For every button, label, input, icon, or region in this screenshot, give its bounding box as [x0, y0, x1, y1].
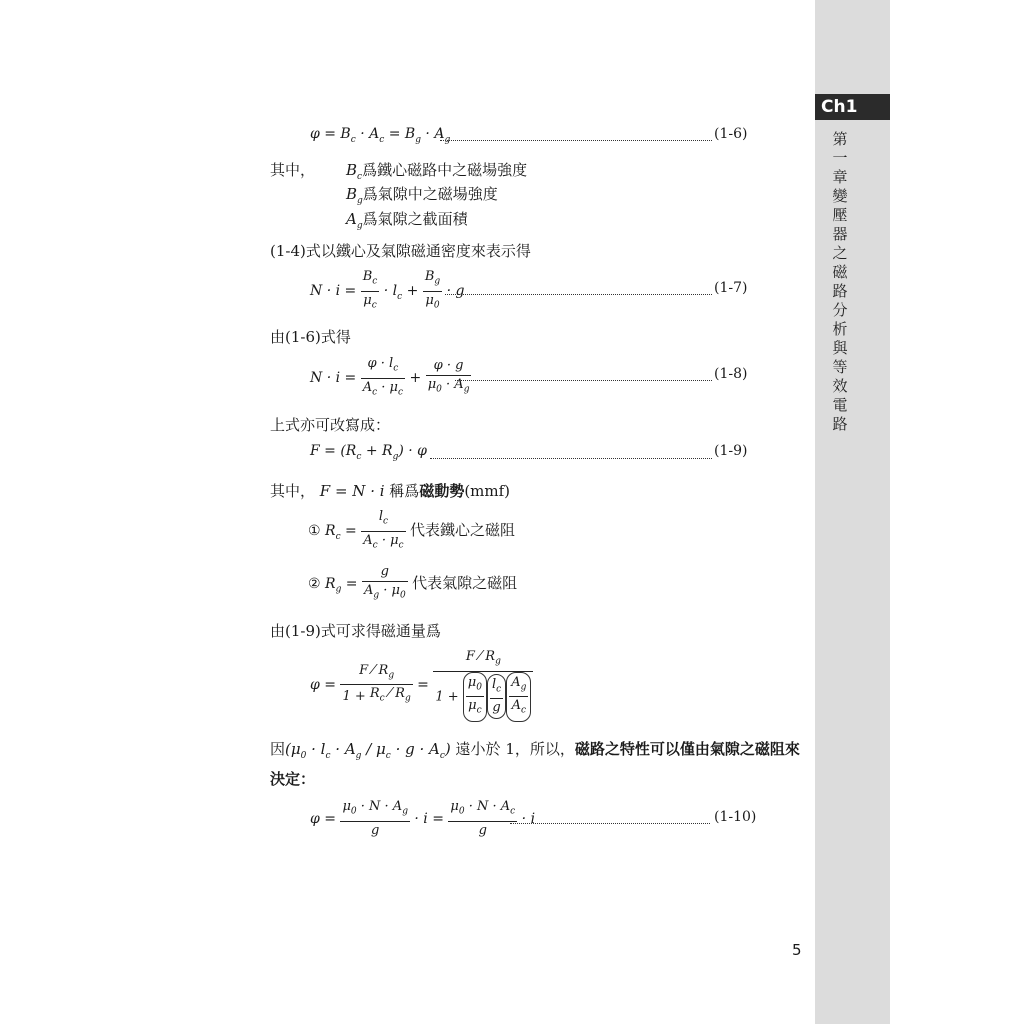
side-band [815, 0, 890, 1024]
equation-number: (1-7) [714, 280, 748, 296]
item2-mark: ② [308, 575, 321, 592]
paragraph-rewrite: 上式亦可改寫成： [270, 416, 391, 434]
equation-1-10: φ = $\frac{\mu_0 \cdot N \cdot A_g}{g}$ · i = $\frac{\mu_0 \cdot N \cdot A_c}{g}$ · i [310, 799, 536, 838]
much-less-text: 遠小於 1，所以， [455, 740, 575, 758]
called-text: 稱爲 [389, 482, 420, 500]
leader-dots [440, 140, 712, 141]
flux-equation: φ = $\frac{F ⁄ R_g}{1 + R_c ⁄ R_g}$ = F ⁄ $R_g$ 1 + $\frac{\mu_0}{\mu_c}$ $\frac{l_c}{g}$ $\frac{A_g}{A_c}$ [310, 648, 533, 722]
where-label-2: 其中， [270, 482, 316, 500]
equation-number: (1-6) [714, 126, 748, 142]
because-text: 因 [270, 740, 286, 758]
equation-number: (1-8) [714, 366, 748, 382]
core-reluctance-formula: ① $R_c$ = $\frac{l_c}{A_c \cdot \mu_c}$ 代表鐵心之磁阻 [308, 509, 516, 551]
paragraph-from-1-6: 由(1-6)式得 [270, 328, 351, 346]
bg-desc: 爲氣隙中之磁場強度 [362, 185, 498, 203]
bc-desc: 爲鐵心磁路中之磁場強度 [362, 161, 528, 179]
page-number: 5 [792, 941, 802, 959]
equation-1-7: N · i = $\frac{B_c}{\mu_c}$ · $l_c$ + $\frac{B_g}{\mu_0}$ · g [310, 269, 465, 311]
equation-1-9: $F = (R_c + R_g) \cdot \varphi$ [310, 443, 427, 462]
equation-1-6: $\varphi = B_c \cdot A_c = B_g \cdot A_g$ [310, 126, 451, 145]
paragraph-1-4: (1-4)式以鐵心及氣隙磁通密度來表示得 [270, 242, 531, 260]
leader-dots [510, 823, 710, 824]
ag-desc: 爲氣隙之截面積 [362, 210, 468, 228]
bc-definition: $B_c$爲鐵心磁路中之磁場強度 [346, 161, 528, 182]
where-label: 其中， [270, 161, 316, 179]
equation-1-8: N · i = $\frac{\varphi \cdot l_c}{A_c \cdot \mu_c}$ + $\frac{\varphi \cdot g}{\mu_0 \cdot A_g}$ [310, 356, 470, 398]
mmf-abbr: (mmf) [464, 482, 511, 500]
paragraph-from-1-9: 由(1-9)式可求得磁通量爲 [270, 622, 441, 640]
chapter-tab: Ch1 [815, 94, 890, 120]
mmf-bold: 磁動勢 [419, 482, 465, 500]
ag-definition: $A_g$爲氣隙之截面積 [346, 210, 468, 231]
item1-mark: ① [308, 523, 321, 540]
bg-definition: $B_g$爲氣隙中之磁場強度 [346, 185, 498, 206]
decided-text: 決定： [270, 770, 316, 788]
equation-number: (1-10) [714, 809, 757, 825]
leader-dots [445, 294, 712, 295]
mmf-line: 其中， F = N · i 稱爲磁動勢(mmf) [270, 482, 511, 500]
gap-reluctance-formula: ② $R_g$ = $\frac{g}{A_g \cdot \mu_0}$ 代表氣隙之磁阻 [308, 564, 518, 601]
leader-dots [455, 380, 712, 381]
leader-dots [430, 458, 712, 459]
item2-desc: 代表氣隙之磁阻 [412, 573, 518, 592]
chapter-title-vertical: 第一章 變壓器之磁路分析與等效電路 [832, 130, 848, 433]
equation-number: (1-9) [714, 443, 748, 459]
conclusion-bold: 磁路之特性可以僅由氣隙之磁阻來 [574, 740, 800, 758]
because-line: 因$(\mu_0 \cdot l_c \cdot A_g / \mu_c \cdot g \cdot A_c)$ 遠小於 1，所以，磁路之特性可以僅由氣隙之磁阻來 [270, 740, 800, 761]
item1-desc: 代表鐵心之磁阻 [410, 521, 516, 540]
